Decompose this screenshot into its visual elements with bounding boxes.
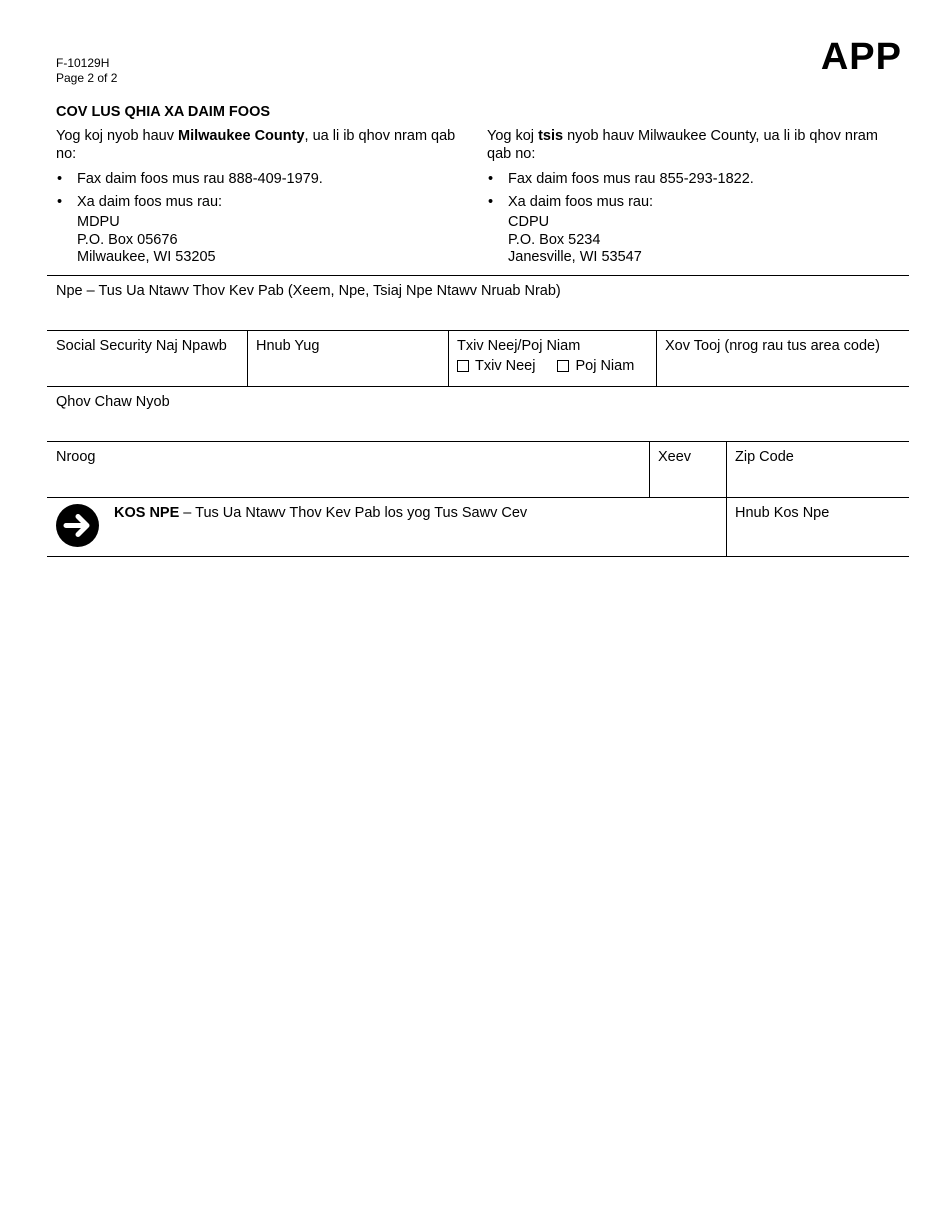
fax-option: • Fax daim foos mus rau 888-409-1979. bbox=[56, 170, 466, 188]
applicant-form bbox=[47, 275, 909, 556]
signature-label: – Tus Ua Ntawv Thov Kev Pab los yog Tus Sawv Cev bbox=[179, 505, 528, 521]
male-checkbox[interactable] bbox=[457, 360, 469, 372]
address-line: Milwaukee, WI 53205 bbox=[77, 249, 216, 265]
address-label: Qhov Chaw Nyob bbox=[56, 394, 170, 410]
female-option[interactable] bbox=[557, 358, 634, 374]
name-field[interactable] bbox=[48, 276, 908, 331]
ssn-field[interactable] bbox=[48, 331, 248, 387]
male-label: Txiv Neej bbox=[475, 358, 536, 374]
address-line: P.O. Box 05676 bbox=[77, 231, 178, 248]
ssn-label: Social Security Naj Npawb bbox=[56, 338, 227, 354]
milwaukee-intro bbox=[56, 127, 466, 163]
non-milwaukee-intro bbox=[487, 127, 897, 163]
fax-option: • Fax daim foos mus rau 855-293-1822. bbox=[487, 170, 897, 188]
intro-text: Yog koj bbox=[487, 128, 539, 144]
mail-option: • Xa daim foos mus rau: bbox=[487, 193, 897, 211]
intro-text-end: nyob hauv Milwaukee County, ua li ib qhov nram qab no: bbox=[487, 128, 878, 162]
non-milwaukee-options bbox=[487, 170, 897, 211]
page-indicator: Page 2 of 2 bbox=[56, 71, 118, 85]
sign-date-field[interactable] bbox=[727, 498, 909, 556]
identity-row bbox=[47, 330, 909, 387]
address-line: CDPU bbox=[508, 214, 550, 230]
form-number: F-10129H bbox=[56, 56, 110, 70]
sex-label: Txiv Neej/Poj Niam bbox=[457, 338, 581, 354]
city-row bbox=[47, 441, 909, 498]
address-row bbox=[47, 386, 909, 442]
phone-label: Xov Tooj (nrog rau tus area code) bbox=[665, 338, 880, 354]
arrow-right-icon bbox=[56, 504, 99, 547]
intro-text: Yog koj nyob hauv bbox=[56, 128, 179, 144]
mailing-address bbox=[487, 214, 897, 267]
address-line: Janesville, WI 53547 bbox=[508, 249, 642, 265]
sign-date-label: Hnub Kos Npe bbox=[735, 505, 830, 521]
signature-label-bold: KOS NPE bbox=[114, 505, 180, 521]
birth-date-label: Hnub Yug bbox=[256, 338, 320, 354]
section-title: COV LUS QHIA XA DAIM FOOS bbox=[56, 104, 271, 120]
non-milwaukee-instructions bbox=[487, 127, 897, 267]
intro-bold: tsis bbox=[538, 128, 564, 144]
state-field[interactable] bbox=[650, 442, 726, 498]
female-label: Poj Niam bbox=[575, 358, 635, 374]
address-line: MDPU bbox=[77, 214, 120, 230]
mailing-address bbox=[56, 214, 466, 267]
milwaukee-instructions bbox=[56, 127, 466, 267]
form-id-block bbox=[56, 56, 117, 86]
signature-field[interactable] bbox=[47, 498, 726, 556]
intro-bold: Milwaukee County bbox=[178, 128, 305, 144]
sex-field bbox=[449, 331, 656, 387]
address-field[interactable] bbox=[48, 387, 908, 442]
app-label: APP bbox=[820, 36, 902, 78]
signature-row bbox=[47, 497, 909, 557]
zip-label: Zip Code bbox=[735, 449, 794, 465]
female-checkbox[interactable] bbox=[557, 360, 569, 372]
male-option[interactable] bbox=[457, 358, 535, 374]
state-label: Xeev bbox=[658, 449, 692, 465]
mail-option: • Xa daim foos mus rau: bbox=[56, 193, 466, 211]
city-label: Nroog bbox=[56, 449, 96, 465]
name-row bbox=[47, 275, 909, 331]
address-line: P.O. Box 5234 bbox=[508, 231, 601, 248]
phone-field[interactable] bbox=[657, 331, 909, 387]
name-label: Npe – Tus Ua Ntawv Thov Kev Pab (Xeem, Npe, Tsiaj Npe Ntawv Nruab Nrab) bbox=[56, 283, 561, 299]
city-field[interactable] bbox=[48, 442, 649, 498]
zip-field[interactable] bbox=[727, 442, 909, 498]
intro-text-end: , ua li ib qhov nram qab no: bbox=[56, 128, 456, 162]
birth-date-field[interactable] bbox=[248, 331, 448, 387]
milwaukee-options bbox=[56, 170, 466, 211]
